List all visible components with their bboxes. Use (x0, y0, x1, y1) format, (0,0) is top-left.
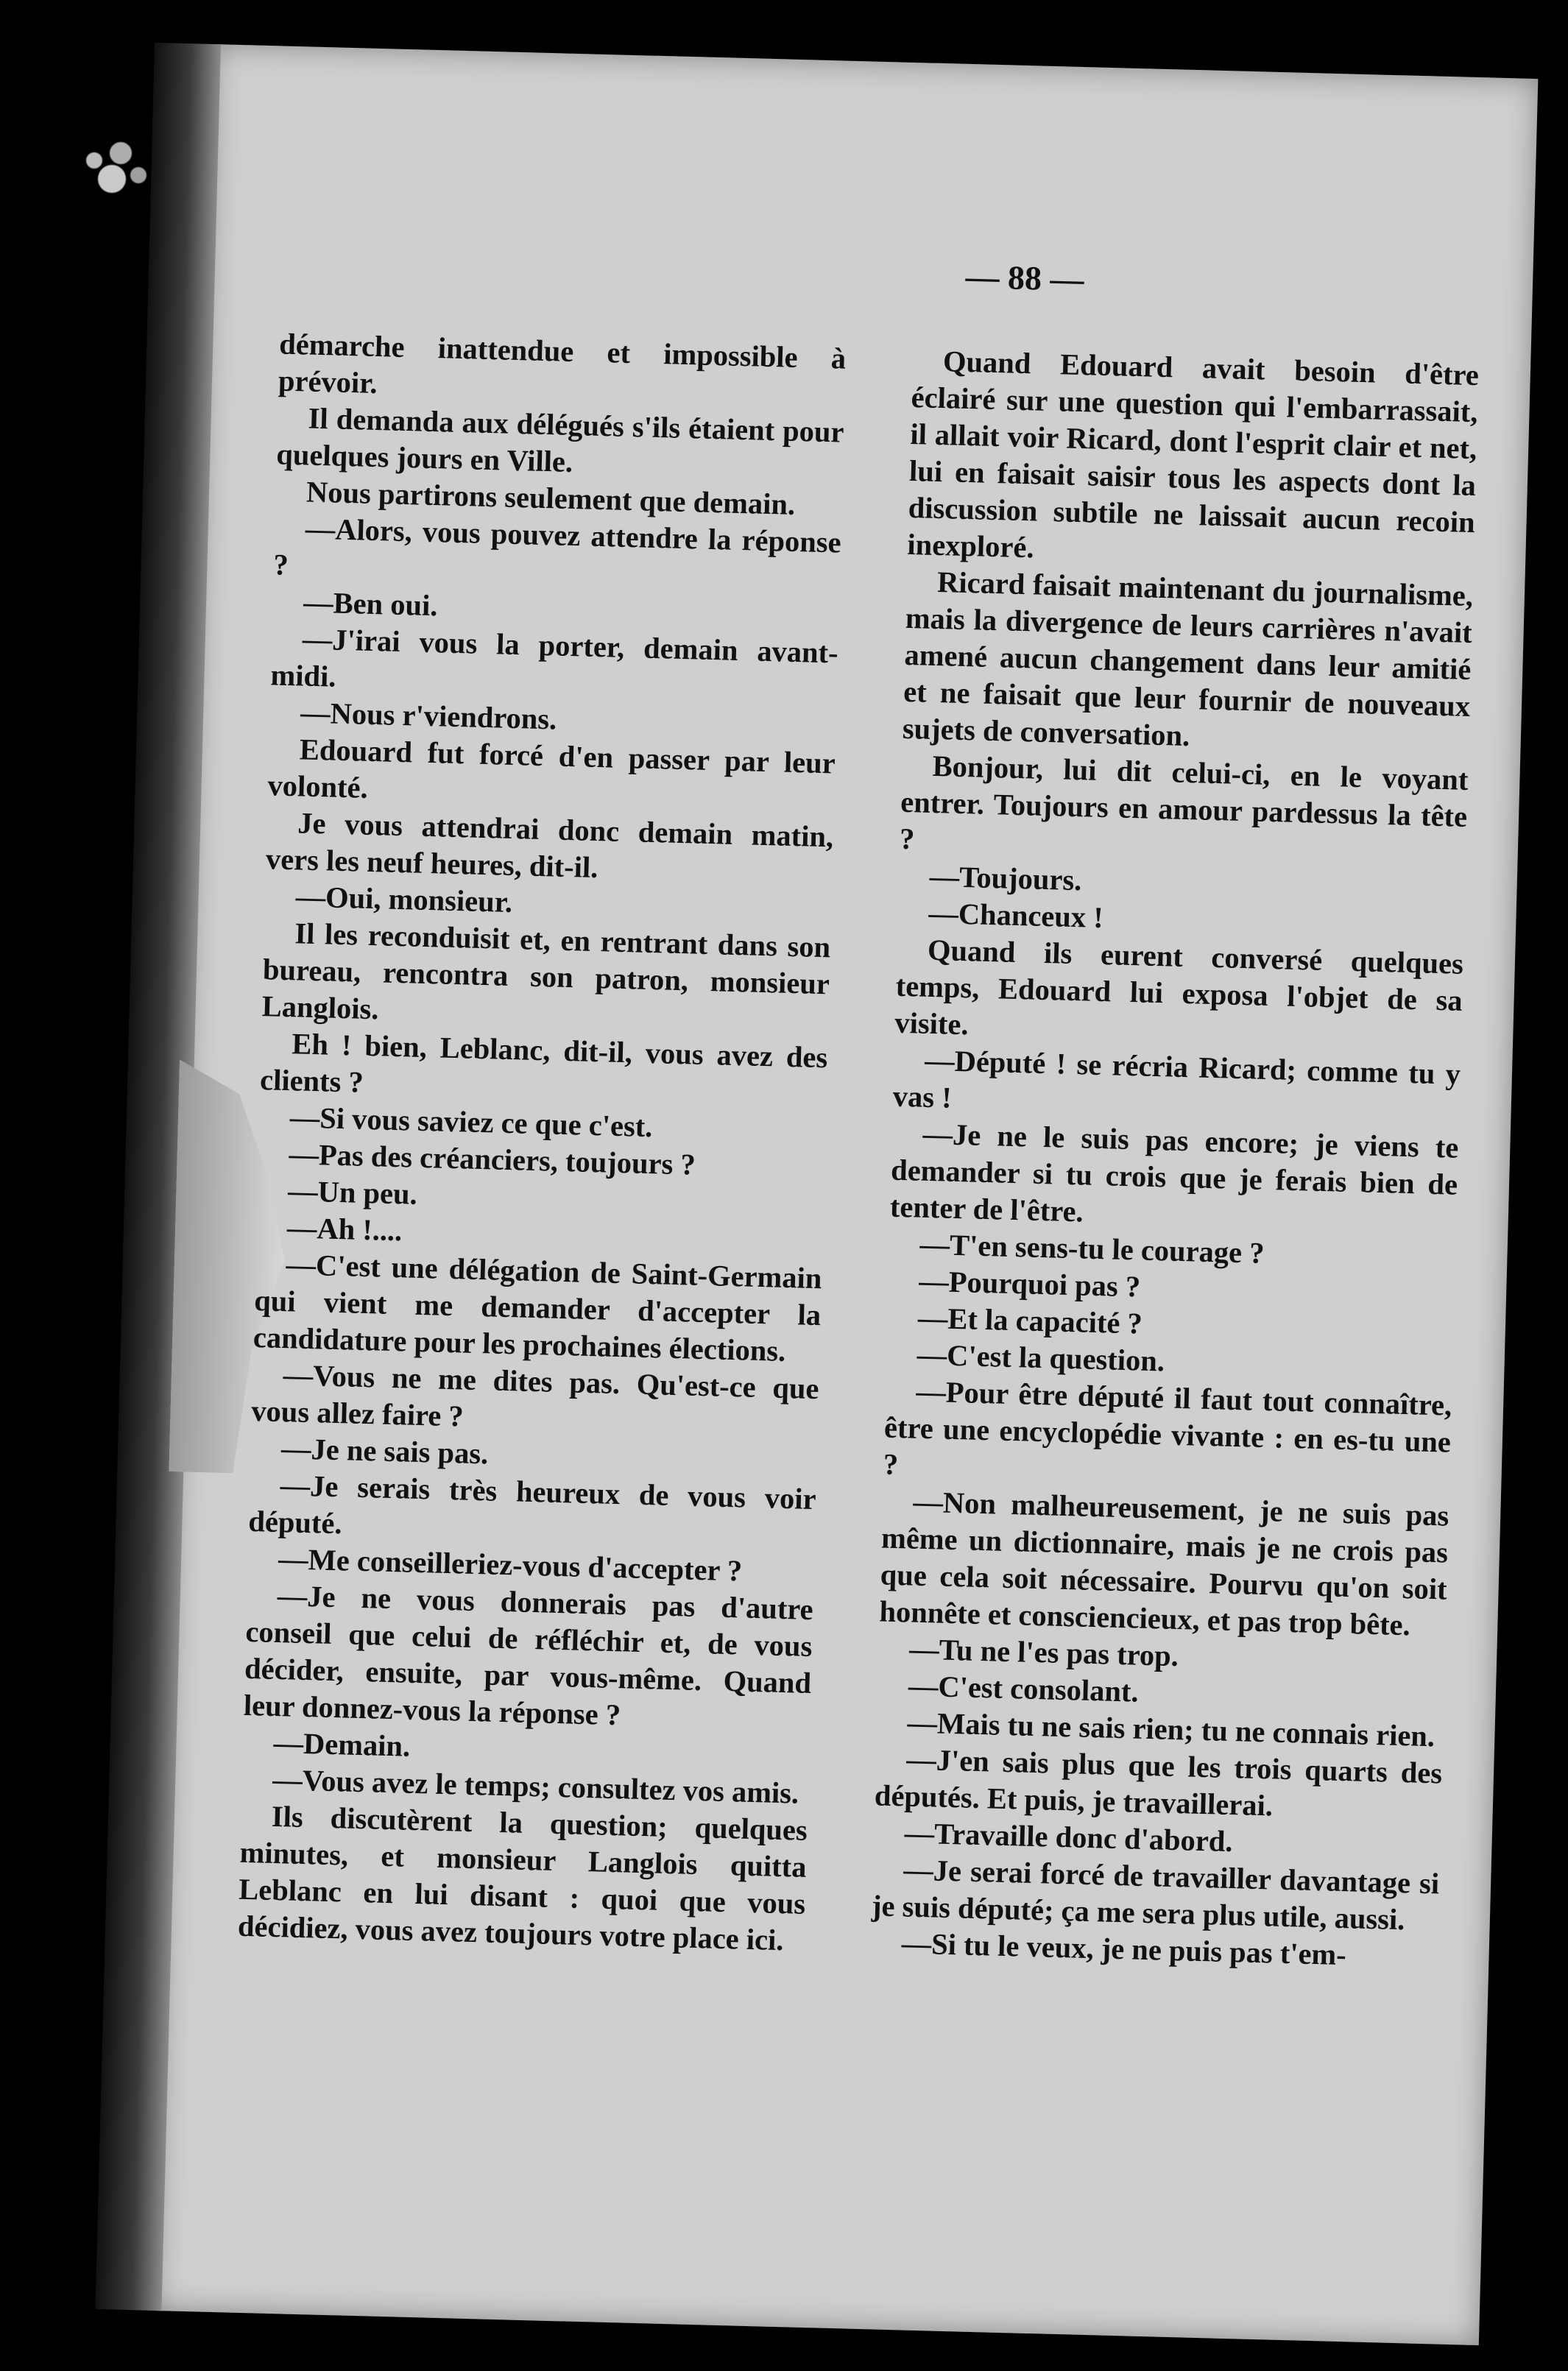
paragraph: —Ah !.... (286, 1211, 403, 1248)
paragraph: Quand ils eurent conversé quelques temps, Edouard lui exposa l'objet de sa visite. (894, 933, 1464, 1042)
paragraph: —Mais tu ne sais rien; tu ne connais rien. (907, 1706, 1435, 1753)
paragraph: —J'irai vous la porter, demain avant-midi. (270, 622, 839, 693)
paragraph: —Vous ne me dites pas. Qu'est-ce que vous allez faire ? (250, 1358, 820, 1433)
paragraph: —Je ne vous donnerais pas d'autre conseil que celui de réfléchir et, de vous décider, ensuite, par vous-même. Quand leur donnez-vous la réponse ? (243, 1579, 814, 1732)
paragraph: démarche inattendue et impossible à prévoir. (278, 327, 847, 400)
paragraph: Edouard fut forcé d'en passer par leur volonté. (267, 732, 836, 805)
paragraph: Ricard faisait maintenant du journalisme, mais la divergence de leurs carrières n'avait amené aucun changement dans leur amitié et ne faisait que leur fournir de nouveaux sujets de conversation. (902, 565, 1474, 753)
paragraph: Nous partirons seulement que demain. (306, 475, 796, 521)
paragraph: —T'en sens-tu le courage ? (919, 1227, 1265, 1270)
paragraph: —Je serai forcé de travailler davantage si je suis député; ça me sera plus utile, aussi. (871, 1853, 1440, 1937)
library-stamp-mark (68, 131, 156, 205)
paragraph: —Ben oui. (303, 585, 439, 623)
paragraph: Eh ! bien, Leblanc, dit-il, vous avez des clients ? (259, 1027, 828, 1099)
paragraph: —Je serais très heureux de vous voir député. (247, 1469, 817, 1541)
paragraph: —Je ne sais pas. (280, 1432, 489, 1471)
paragraph: —Tu ne l'es pas trop. (908, 1632, 1179, 1673)
paragraph: Il les reconduisit et, en rentrant dans son bureau, rencontra son patron, monsieur Langlois. (261, 916, 831, 1026)
paragraph: —C'est consolant. (908, 1669, 1140, 1709)
paragraph: Bonjour, lui dit celui-ci, en le voyant entrer. Toujours en amour pardessus la tête ? (899, 749, 1469, 856)
paragraph: —Député ! se récria Ricard; comme tu y vas ! (892, 1043, 1461, 1114)
left-text-column (237, 325, 846, 1959)
right-text-column (870, 342, 1479, 1976)
page-number: — 88 — (964, 257, 1085, 299)
paragraph: —C'est la question. (917, 1338, 1165, 1378)
paragraph: Il demanda aux délégués s'ils étaient pour quelques jours en Ville. (275, 401, 845, 478)
paragraph: —Travaille donc d'abord. (904, 1816, 1234, 1859)
paragraph: —Je ne le suis pas encore; je viens te demander si tu crois que je ferais bien de tenter de l'être. (889, 1117, 1459, 1229)
paragraph: Quand Edouard avait besoin d'être éclairé sur une question qui l'embarrassait, il allait voir Ricard, dont l'esprit clair et net, lui en faisait saisir tous les aspects dont la discussion subtile ne laissait aucun recoin inexploré. (906, 344, 1480, 565)
paragraph: —Et la capacité ? (917, 1301, 1143, 1340)
paragraph: Je vous attendrai donc demain matin, vers les neuf heures, dit-il. (265, 806, 834, 885)
paragraph: —Pourquoi pas ? (918, 1264, 1141, 1304)
book-page (154, 44, 1538, 2345)
paragraph: —Demain. (273, 1725, 411, 1763)
paragraph: —Non malheureusement, je ne suis pas même un dictionnaire, mais je ne crois pas que cela soit nécessaire. Pourvu qu'on soit honnête et consciencieux, et pas trop bête. (878, 1485, 1449, 1642)
paragraph: —Un peu. (287, 1174, 418, 1211)
paragraph: —Vous avez le temps; consultez vos amis. (272, 1762, 799, 1810)
paragraph: Ils discutèrent la question; quelques minutes, et monsieur Langlois quitta Leblanc en lui disant : quoi que vous décidiez, vous avez toujours votre place ici. (237, 1799, 808, 1957)
paragraph: —Me conseilleriez-vous d'accepter ? (278, 1542, 743, 1588)
paragraph: —Si tu le veux, je ne puis pas t'em- (901, 1926, 1347, 1972)
paragraph: —Chanceux ! (928, 896, 1104, 935)
paragraph: —Pas des créanciers, toujours ? (288, 1137, 696, 1181)
paragraph: —Toujours. (929, 859, 1082, 897)
paragraph: —J'en sais plus que les trois quarts des députés. Et puis, je travaillerai. (874, 1742, 1443, 1823)
paragraph: —Pour être député il faut tout connaître, être une encyclopédie vivante : en es-tu une ? (883, 1374, 1452, 1481)
paragraph: —Oui, monsieur. (295, 880, 513, 919)
paragraph: —Alors, vous pouvez attendre la réponse ? (272, 512, 842, 582)
paragraph: —Si vous saviez ce que c'est. (289, 1100, 654, 1144)
paragraph: —Nous r'viendrons. (300, 696, 557, 736)
paragraph: —C'est une délégation de Saint-Germain qui vient me demander d'accepter la candidature pour les prochaines élections. (252, 1248, 822, 1368)
